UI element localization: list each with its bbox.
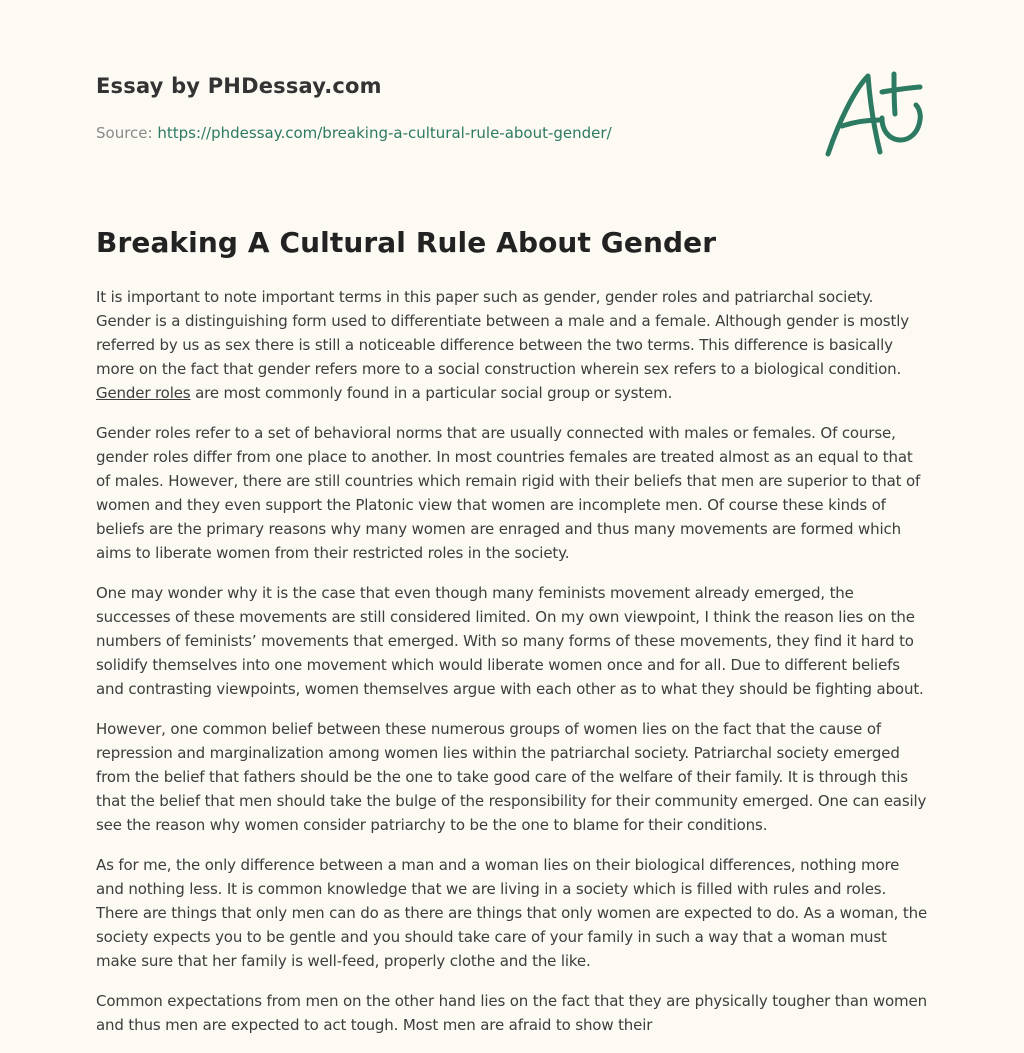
a-plus-logo-icon xyxy=(824,68,928,164)
source-line xyxy=(96,124,612,142)
paragraph-1-text-end: are most commonly found in a particular social group or system. xyxy=(190,384,673,402)
source-label: Source: xyxy=(96,124,158,142)
paragraph-1-text-start: It is important to note important terms in this paper such as gender, gender roles and patriarchal society. Gender is a distinguishing form used to differentiate between a male and a female. Although gender is mostly referred by us as sex there is still a noticeable difference between the two terms. This difference is basically more on the fact that gender refers more to a social construction wherein sex refers to a biological condition. xyxy=(96,288,909,378)
article-body xyxy=(96,285,930,1053)
gender-roles-link[interactable]: Gender roles xyxy=(96,384,191,402)
paragraph-2: Gender roles refer to a set of behavioral norms that are usually connected with males or females. Of course, gender roles differ from one place to another. In most countries females are treated almost as an equal to that of males. However, there are still countries which remain rigid with their beliefs that men are superior to that of women and they even support the Platonic view that women are incomplete men. Of course these kinds of beliefs are the primary reasons why many women are enraged and thus many movements are formed which aims to liberate women from their restricted roles in the society. xyxy=(96,424,921,562)
site-title: Essay by PHDessay.com xyxy=(96,74,382,98)
paragraph-5: As for me, the only difference between a man and a woman lies on their biological differences, nothing more and nothing less. It is common knowledge that we are living in a society which is filled with rules and roles. There are things that only men can do as there are things that only women are expected to do. As a woman, the society expects you to be gentle and you should take care of your family in such a way that a woman must make sure that her family is well-feed, properly clothe and the like. xyxy=(96,856,928,970)
article-title: Breaking A Cultural Rule About Gender xyxy=(96,226,717,259)
paragraph-4: However, one common belief between these numerous groups of women lies on the fact that the cause of repression and marginalization among women lies within the patriarchal society. Patriarchal society emerged from the belief that fathers should be the one to take good care of the welfare of their family. It is through this that the belief that men should take the bulge of the responsibility for their community emerged. One can easily see the reason why women consider patriarchy to be the one to blame for their conditions. xyxy=(96,720,927,834)
header xyxy=(96,74,928,174)
paragraph-1 xyxy=(96,285,930,405)
paragraph-3: One may wonder why it is the case that even though many feminists movement already emerged, the successes of these movements are still considered limited. On my own viewpoint, I think the reason lies on the numbers of feminists’ movements that emerged. With so many forms of these movements, they find it hard to solidify themselves into one movement which would liberate women once and for all. Due to different beliefs and contrasting viewpoints, women themselves argue with each other as to what they should be fighting about. xyxy=(96,584,924,698)
paragraph-6: Common expectations from men on the other hand lies on the fact that they are physically tougher than women and thus men are expected to act tough. Most men are afraid to show their xyxy=(96,992,927,1034)
source-link[interactable]: https://phdessay.com/breaking-a-cultural-rule-about-gender/ xyxy=(157,124,612,142)
